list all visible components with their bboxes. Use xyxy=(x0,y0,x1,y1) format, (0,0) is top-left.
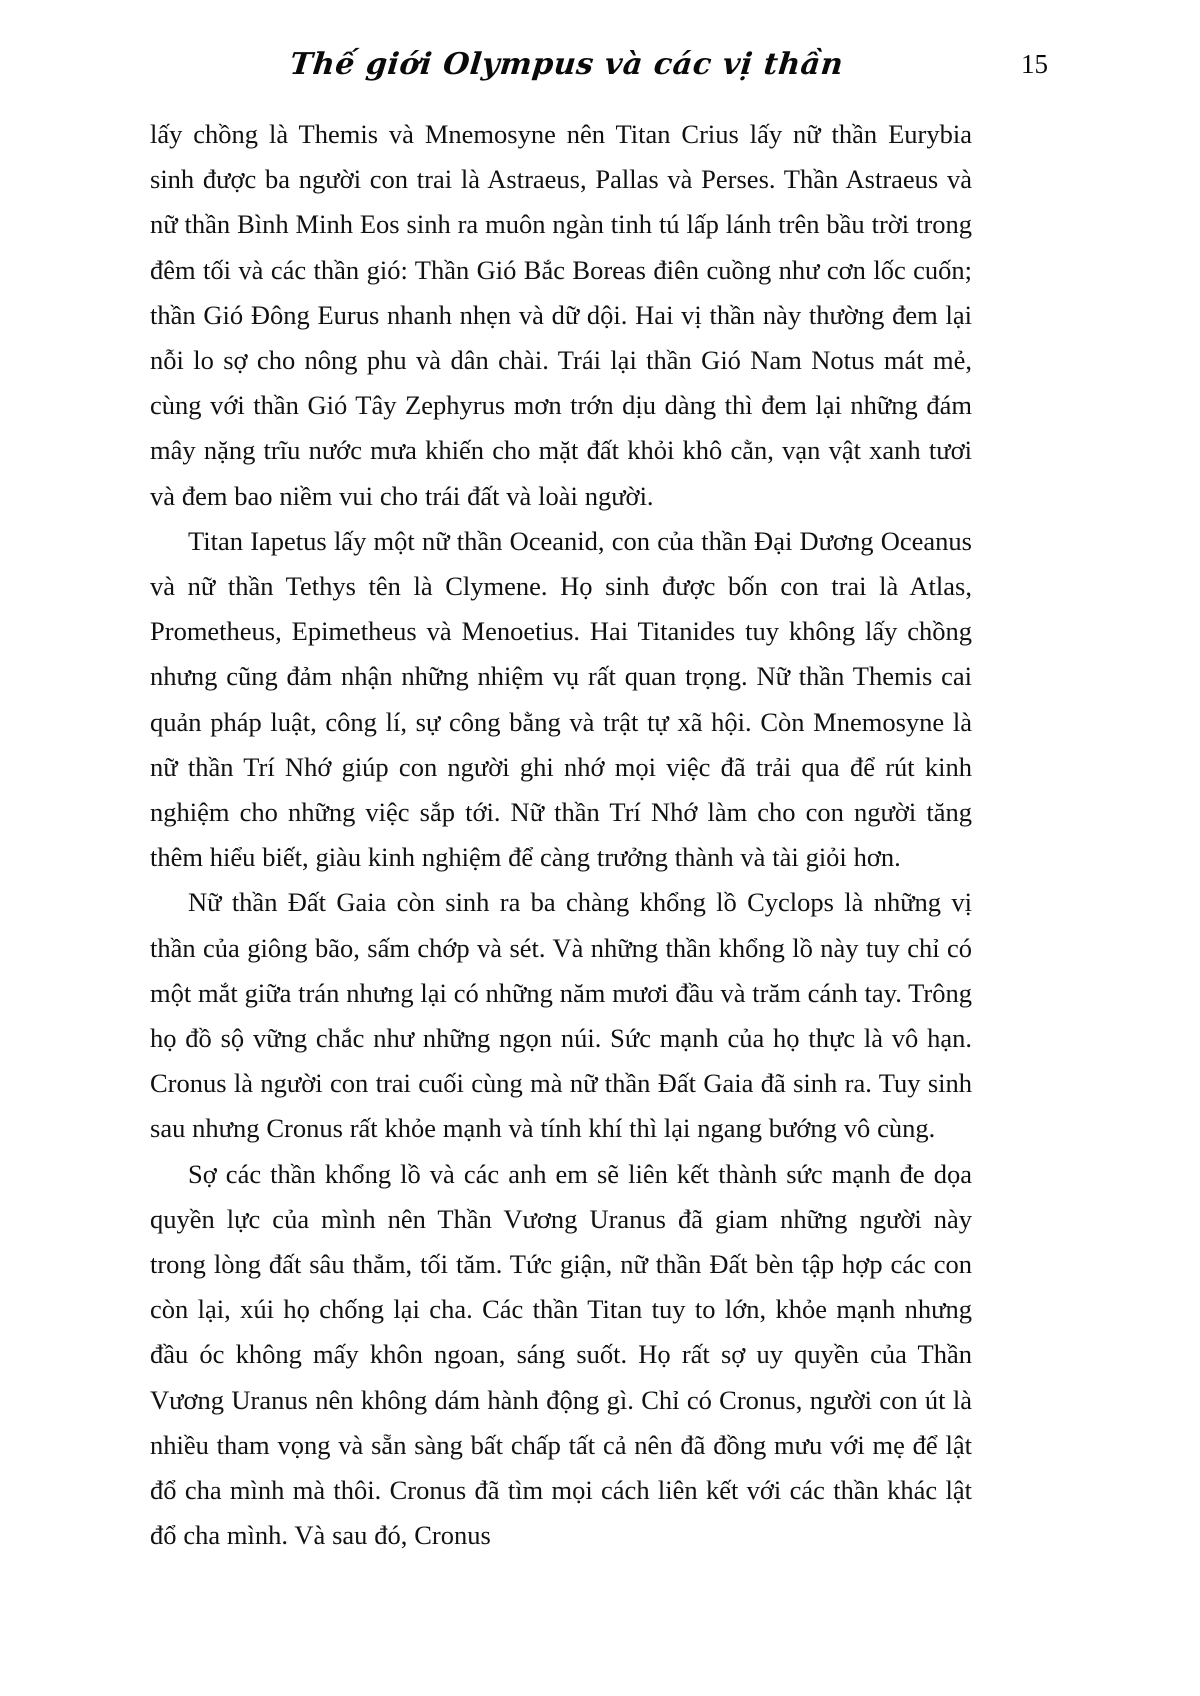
page-number: 15 xyxy=(1021,48,1048,79)
paragraph: Nữ thần Đất Gaia còn sinh ra ba chàng khổng lồ Cyclops là những vị thần của giông bão, sấm chớp và sét. Và những thần khổng lồ này tuy chỉ có một mắt giữa trán nhưng lại có những năm mươi đầu và trăm cánh tay. Trông họ đồ sộ vững chắc như những ngọn núi. Sức mạnh của họ thực là vô hạn. Cronus là người con trai cuối cùng mà nữ thần Đất Gaia đã sinh ra. Tuy sinh sau nhưng Cronus rất khỏe mạnh và tính khí thì lại ngang bướng vô cùng. xyxy=(150,887,972,1144)
paragraph: Sợ các thần khổng lồ và các anh em sẽ liên kết thành sức mạnh đe dọa quyền lực của mình nên Thần Vương Uranus đã giam những người này trong lòng đất sâu thẳm, tối tăm. Tức giận, nữ thần Đất bèn tập hợp các con còn lại, xúi họ chống lại cha. Các thần Titan tuy to lớn, khỏe mạnh nhưng đầu óc không mấy khôn ngoan, sáng suốt. Họ rất sợ uy quyền của Thần Vương Uranus nên không dám hành động gì. Chỉ có Cronus, người con út là nhiều tham vọng và sẵn sàng bất chấp tất cả nên đã đồng mưu với mẹ để lật đổ cha mình mà thôi. Cronus đã tìm mọi cách liên kết với các thần khác lật đổ cha mình. Và sau đó, Cronus xyxy=(150,1158,972,1551)
running-head xyxy=(150,38,1050,90)
body-text-block xyxy=(150,112,972,1559)
paragraph: Titan Iapetus lấy một nữ thần Oceanid, con của thần Đại Dương Oceanus và nữ thần Tethys tên là Clymene. Họ sinh được bốn con trai là Atlas, Prometheus, Epimetheus và Menoetius. Hai Titanides tuy không lấy chồng nhưng cũng đảm nhận những nhiệm vụ rất quan trọng. Nữ thần Themis cai quản pháp luật, công lí, sự công bằng và trật tự xã hội. Còn Mnemosyne là nữ thần Trí Nhớ giúp con người ghi nhớ mọi việc đã trải qua để rút kinh nghiệm cho những việc sắp tới. Nữ thần Trí Nhớ làm cho con người tăng thêm hiểu biết, giàu kinh nghiệm để càng trưởng thành và tài giỏi hơn. xyxy=(150,525,972,873)
paragraph: lấy chồng là Themis và Mnemosyne nên Titan Crius lấy nữ thần Eurybia sinh được ba người con trai là Astraeus, Pallas và Perses. Thần Astraeus và nữ thần Bình Minh Eos sinh ra muôn ngàn tinh tú lấp lánh trên bầu trời trong đêm tối và các thần gió: Thần Gió Bắc Boreas điên cuồng như cơn lốc cuốn; thần Gió Đông Eurus nhanh nhẹn và dữ dội. Hai vị thần này thường đem lại nỗi lo sợ cho nông phu và dân chài. Trái lại thần Gió Nam Notus mát mẻ, cùng với thần Gió Tây Zephyrus mơn trớn dịu dàng thì đem lại những đám mây nặng trĩu nước mưa khiến cho mặt đất khỏi khô cằn, vạn vật xanh tươi và đem bao niềm vui cho trái đất và loài người. xyxy=(150,119,972,511)
page-title: Thế giới Olympus và các vị thần xyxy=(288,46,846,82)
